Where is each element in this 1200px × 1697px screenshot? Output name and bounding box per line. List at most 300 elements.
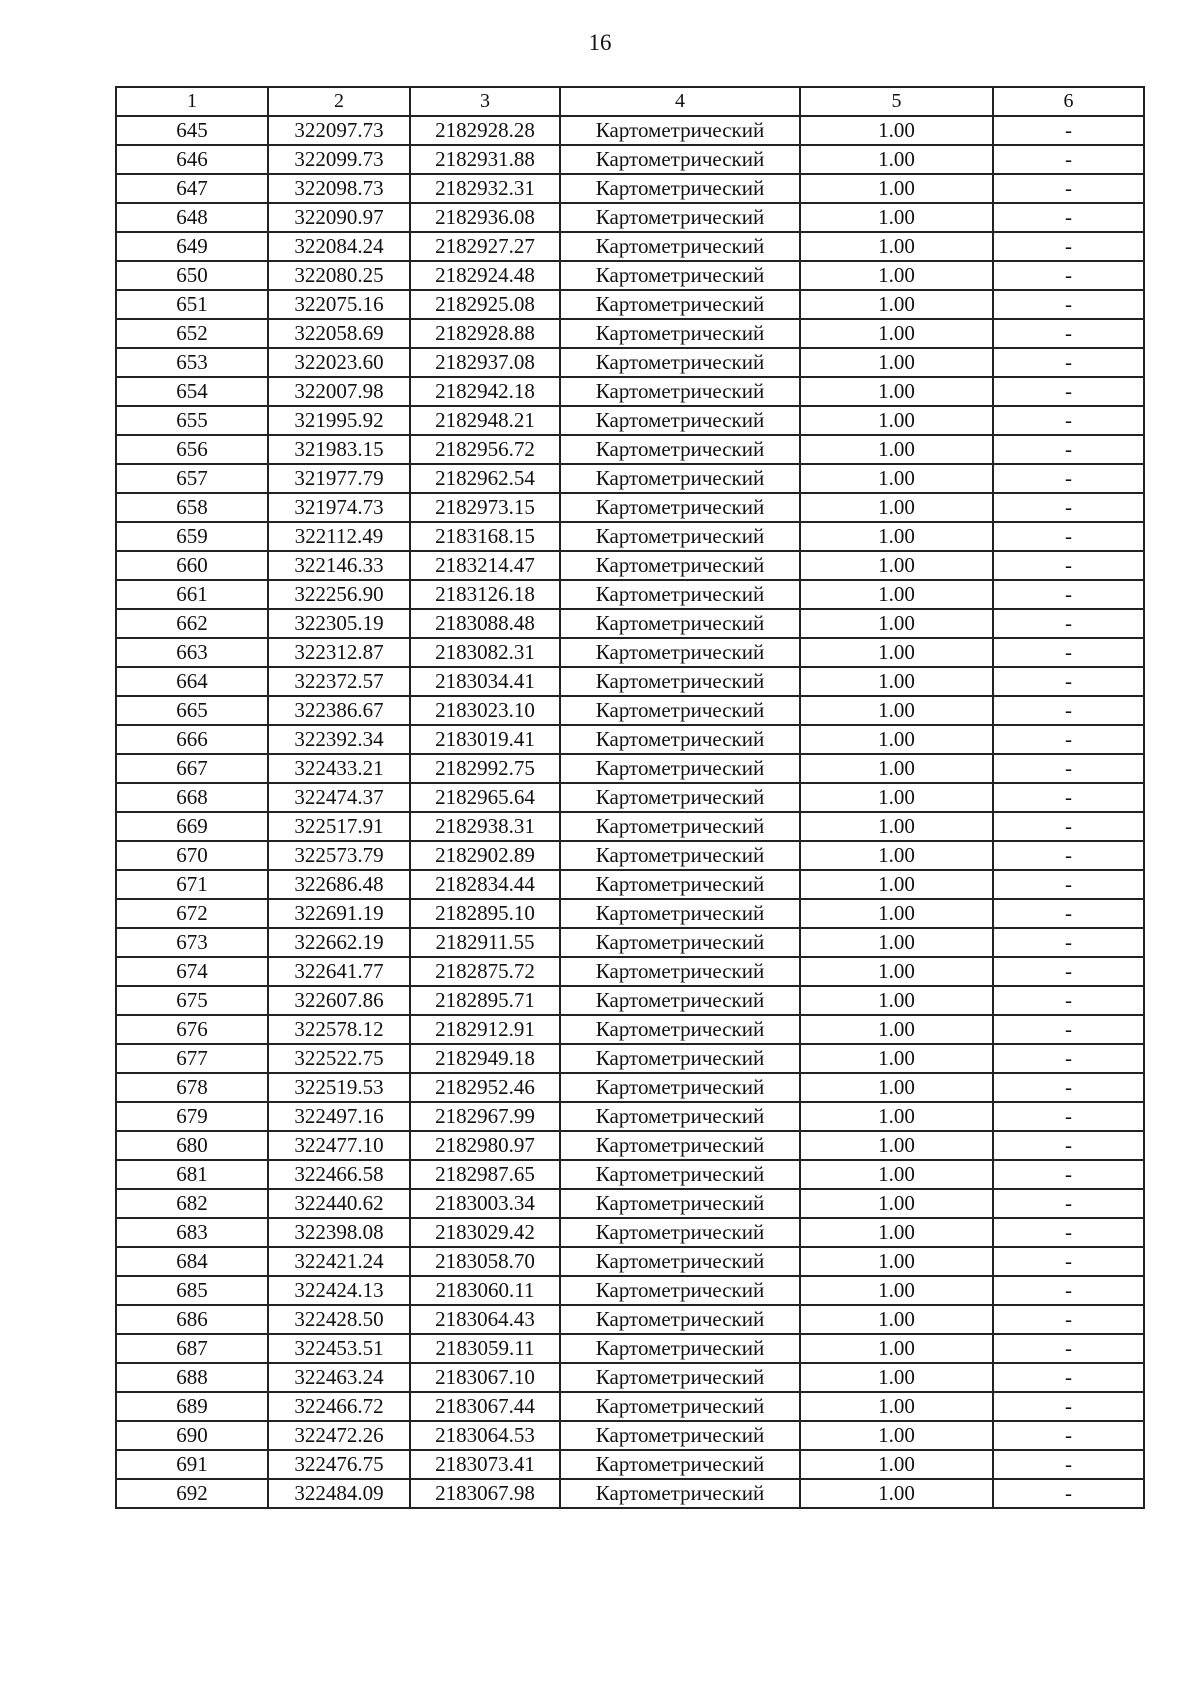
note-cell: - — [993, 1363, 1144, 1392]
method-cell: Картометрический — [560, 1392, 800, 1421]
y-coordinate-cell: 2183073.41 — [410, 1450, 560, 1479]
point-number-cell: 645 — [116, 116, 268, 145]
method-cell: Картометрический — [560, 754, 800, 783]
y-coordinate-cell: 2182937.08 — [410, 348, 560, 377]
note-cell: - — [993, 232, 1144, 261]
accuracy-cell: 1.00 — [800, 261, 993, 290]
x-coordinate-cell: 322433.21 — [268, 754, 410, 783]
coordinates-table — [115, 86, 1145, 1509]
note-cell: - — [993, 261, 1144, 290]
accuracy-cell: 1.00 — [800, 928, 993, 957]
accuracy-cell: 1.00 — [800, 1218, 993, 1247]
point-number-cell: 663 — [116, 638, 268, 667]
note-cell: - — [993, 1189, 1144, 1218]
note-cell: - — [993, 290, 1144, 319]
x-coordinate-cell: 322573.79 — [268, 841, 410, 870]
y-coordinate-cell: 2182938.31 — [410, 812, 560, 841]
table-row — [116, 1276, 1144, 1305]
table-row — [116, 1479, 1144, 1508]
table-row — [116, 725, 1144, 754]
y-coordinate-cell: 2183126.18 — [410, 580, 560, 609]
method-cell: Картометрический — [560, 1276, 800, 1305]
y-coordinate-cell: 2183058.70 — [410, 1247, 560, 1276]
accuracy-cell: 1.00 — [800, 899, 993, 928]
x-coordinate-cell: 322519.53 — [268, 1073, 410, 1102]
point-number-cell: 660 — [116, 551, 268, 580]
method-cell: Картометрический — [560, 1102, 800, 1131]
y-coordinate-cell: 2182895.71 — [410, 986, 560, 1015]
table-row — [116, 290, 1144, 319]
x-coordinate-cell: 322474.37 — [268, 783, 410, 812]
point-number-cell: 648 — [116, 203, 268, 232]
point-number-cell: 662 — [116, 609, 268, 638]
y-coordinate-cell: 2182965.64 — [410, 783, 560, 812]
y-coordinate-cell: 2182992.75 — [410, 754, 560, 783]
table-row — [116, 1073, 1144, 1102]
y-coordinate-cell: 2182942.18 — [410, 377, 560, 406]
point-number-cell: 688 — [116, 1363, 268, 1392]
y-coordinate-cell: 2182973.15 — [410, 493, 560, 522]
x-coordinate-cell: 321977.79 — [268, 464, 410, 493]
note-cell: - — [993, 928, 1144, 957]
note-cell: - — [993, 1421, 1144, 1450]
table-row — [116, 754, 1144, 783]
column-header-4: 4 — [560, 87, 800, 116]
y-coordinate-cell: 2182925.08 — [410, 290, 560, 319]
method-cell: Картометрический — [560, 1421, 800, 1450]
point-number-cell: 668 — [116, 783, 268, 812]
method-cell: Картометрический — [560, 725, 800, 754]
table-row — [116, 1218, 1144, 1247]
x-coordinate-cell: 322312.87 — [268, 638, 410, 667]
x-coordinate-cell: 322075.16 — [268, 290, 410, 319]
table-row — [116, 116, 1144, 145]
point-number-cell: 664 — [116, 667, 268, 696]
x-coordinate-cell: 322386.67 — [268, 696, 410, 725]
note-cell: - — [993, 1160, 1144, 1189]
note-cell: - — [993, 319, 1144, 348]
point-number-cell: 689 — [116, 1392, 268, 1421]
point-number-cell: 677 — [116, 1044, 268, 1073]
note-cell: - — [993, 435, 1144, 464]
x-coordinate-cell: 322578.12 — [268, 1015, 410, 1044]
point-number-cell: 666 — [116, 725, 268, 754]
y-coordinate-cell: 2182931.88 — [410, 145, 560, 174]
y-coordinate-cell: 2182927.27 — [410, 232, 560, 261]
point-number-cell: 685 — [116, 1276, 268, 1305]
table-row — [116, 1305, 1144, 1334]
table-row — [116, 638, 1144, 667]
point-number-cell: 679 — [116, 1102, 268, 1131]
table-row — [116, 145, 1144, 174]
note-cell: - — [993, 174, 1144, 203]
table-row — [116, 319, 1144, 348]
note-cell: - — [993, 841, 1144, 870]
accuracy-cell: 1.00 — [800, 1450, 993, 1479]
note-cell: - — [993, 667, 1144, 696]
table-row — [116, 1334, 1144, 1363]
table-row — [116, 174, 1144, 203]
x-coordinate-cell: 322497.16 — [268, 1102, 410, 1131]
x-coordinate-cell: 322476.75 — [268, 1450, 410, 1479]
point-number-cell: 654 — [116, 377, 268, 406]
method-cell: Картометрический — [560, 203, 800, 232]
y-coordinate-cell: 2183088.48 — [410, 609, 560, 638]
table-row — [116, 841, 1144, 870]
method-cell: Картометрический — [560, 1334, 800, 1363]
point-number-cell: 669 — [116, 812, 268, 841]
y-coordinate-cell: 2183029.42 — [410, 1218, 560, 1247]
table-row — [116, 522, 1144, 551]
table-row — [116, 1247, 1144, 1276]
accuracy-cell: 1.00 — [800, 377, 993, 406]
table-row — [116, 232, 1144, 261]
x-coordinate-cell: 322058.69 — [268, 319, 410, 348]
method-cell: Картометрический — [560, 986, 800, 1015]
method-cell: Картометрический — [560, 1044, 800, 1073]
accuracy-cell: 1.00 — [800, 464, 993, 493]
note-cell: - — [993, 116, 1144, 145]
point-number-cell: 658 — [116, 493, 268, 522]
accuracy-cell: 1.00 — [800, 319, 993, 348]
column-header-3: 3 — [410, 87, 560, 116]
page-number: 16 — [588, 30, 612, 55]
table-row — [116, 406, 1144, 435]
x-coordinate-cell: 322477.10 — [268, 1131, 410, 1160]
accuracy-cell: 1.00 — [800, 1334, 993, 1363]
table-row — [116, 1189, 1144, 1218]
method-cell: Картометрический — [560, 493, 800, 522]
point-number-cell: 667 — [116, 754, 268, 783]
y-coordinate-cell: 2183064.53 — [410, 1421, 560, 1450]
accuracy-cell: 1.00 — [800, 754, 993, 783]
note-cell: - — [993, 899, 1144, 928]
point-number-cell: 687 — [116, 1334, 268, 1363]
note-cell: - — [993, 377, 1144, 406]
point-number-cell: 653 — [116, 348, 268, 377]
accuracy-cell: 1.00 — [800, 812, 993, 841]
note-cell: - — [993, 870, 1144, 899]
x-coordinate-cell: 322691.19 — [268, 899, 410, 928]
accuracy-cell: 1.00 — [800, 406, 993, 435]
table-row — [116, 928, 1144, 957]
method-cell: Картометрический — [560, 435, 800, 464]
method-cell: Картометрический — [560, 783, 800, 812]
accuracy-cell: 1.00 — [800, 522, 993, 551]
point-number-cell: 680 — [116, 1131, 268, 1160]
note-cell: - — [993, 1044, 1144, 1073]
method-cell: Картометрический — [560, 145, 800, 174]
table-row — [116, 986, 1144, 1015]
method-cell: Картометрический — [560, 1131, 800, 1160]
point-number-cell: 650 — [116, 261, 268, 290]
table-row — [116, 1044, 1144, 1073]
point-number-cell: 681 — [116, 1160, 268, 1189]
method-cell: Картометрический — [560, 261, 800, 290]
method-cell: Картометрический — [560, 1015, 800, 1044]
table-row — [116, 435, 1144, 464]
x-coordinate-cell: 322472.26 — [268, 1421, 410, 1450]
note-cell: - — [993, 957, 1144, 986]
accuracy-cell: 1.00 — [800, 1189, 993, 1218]
x-coordinate-cell: 322098.73 — [268, 174, 410, 203]
point-number-cell: 691 — [116, 1450, 268, 1479]
table-row — [116, 1160, 1144, 1189]
note-cell: - — [993, 580, 1144, 609]
x-coordinate-cell: 322146.33 — [268, 551, 410, 580]
y-coordinate-cell: 2182895.10 — [410, 899, 560, 928]
method-cell: Картометрический — [560, 812, 800, 841]
table-row — [116, 1363, 1144, 1392]
method-cell: Картометрический — [560, 377, 800, 406]
accuracy-cell: 1.00 — [800, 1421, 993, 1450]
y-coordinate-cell: 2182962.54 — [410, 464, 560, 493]
x-coordinate-cell: 322466.72 — [268, 1392, 410, 1421]
accuracy-cell: 1.00 — [800, 667, 993, 696]
point-number-cell: 682 — [116, 1189, 268, 1218]
y-coordinate-cell: 2182949.18 — [410, 1044, 560, 1073]
note-cell: - — [993, 1102, 1144, 1131]
note-cell: - — [993, 203, 1144, 232]
x-coordinate-cell: 321983.15 — [268, 435, 410, 464]
table-row — [116, 261, 1144, 290]
x-coordinate-cell: 322099.73 — [268, 145, 410, 174]
x-coordinate-cell: 322686.48 — [268, 870, 410, 899]
x-coordinate-cell: 322305.19 — [268, 609, 410, 638]
accuracy-cell: 1.00 — [800, 1479, 993, 1508]
method-cell: Картометрический — [560, 1305, 800, 1334]
y-coordinate-cell: 2182928.88 — [410, 319, 560, 348]
x-coordinate-cell: 322463.24 — [268, 1363, 410, 1392]
accuracy-cell: 1.00 — [800, 1305, 993, 1334]
method-cell: Картометрический — [560, 290, 800, 319]
accuracy-cell: 1.00 — [800, 1276, 993, 1305]
y-coordinate-cell: 2182932.31 — [410, 174, 560, 203]
note-cell: - — [993, 1015, 1144, 1044]
y-coordinate-cell: 2183003.34 — [410, 1189, 560, 1218]
table-row — [116, 377, 1144, 406]
point-number-cell: 649 — [116, 232, 268, 261]
x-coordinate-cell: 322398.08 — [268, 1218, 410, 1247]
y-coordinate-cell: 2182956.72 — [410, 435, 560, 464]
table-row — [116, 609, 1144, 638]
x-coordinate-cell: 322023.60 — [268, 348, 410, 377]
note-cell: - — [993, 493, 1144, 522]
x-coordinate-cell: 322424.13 — [268, 1276, 410, 1305]
table-row — [116, 1131, 1144, 1160]
point-number-cell: 684 — [116, 1247, 268, 1276]
method-cell: Картометрический — [560, 1160, 800, 1189]
accuracy-cell: 1.00 — [800, 145, 993, 174]
note-cell: - — [993, 1131, 1144, 1160]
y-coordinate-cell: 2183067.10 — [410, 1363, 560, 1392]
column-header-6: 6 — [993, 87, 1144, 116]
table-row — [116, 1421, 1144, 1450]
note-cell: - — [993, 1450, 1144, 1479]
x-coordinate-cell: 322466.58 — [268, 1160, 410, 1189]
accuracy-cell: 1.00 — [800, 435, 993, 464]
x-coordinate-cell: 322607.86 — [268, 986, 410, 1015]
table-row — [116, 899, 1144, 928]
note-cell: - — [993, 725, 1144, 754]
method-cell: Картометрический — [560, 1450, 800, 1479]
table-row — [116, 464, 1144, 493]
x-coordinate-cell: 322453.51 — [268, 1334, 410, 1363]
method-cell: Картометрический — [560, 348, 800, 377]
note-cell: - — [993, 464, 1144, 493]
table-row — [116, 1102, 1144, 1131]
note-cell: - — [993, 551, 1144, 580]
note-cell: - — [993, 348, 1144, 377]
point-number-cell: 652 — [116, 319, 268, 348]
point-number-cell: 673 — [116, 928, 268, 957]
table-row — [116, 957, 1144, 986]
accuracy-cell: 1.00 — [800, 1160, 993, 1189]
point-number-cell: 672 — [116, 899, 268, 928]
table-body — [116, 116, 1144, 1508]
accuracy-cell: 1.00 — [800, 1015, 993, 1044]
note-cell: - — [993, 1479, 1144, 1508]
accuracy-cell: 1.00 — [800, 1131, 993, 1160]
note-cell: - — [993, 696, 1144, 725]
x-coordinate-cell: 322084.24 — [268, 232, 410, 261]
accuracy-cell: 1.00 — [800, 638, 993, 667]
point-number-cell: 657 — [116, 464, 268, 493]
note-cell: - — [993, 145, 1144, 174]
point-number-cell: 671 — [116, 870, 268, 899]
note-cell: - — [993, 406, 1144, 435]
method-cell: Картометрический — [560, 232, 800, 261]
accuracy-cell: 1.00 — [800, 783, 993, 812]
method-cell: Картометрический — [560, 1247, 800, 1276]
table-row — [116, 696, 1144, 725]
point-number-cell: 656 — [116, 435, 268, 464]
x-coordinate-cell: 322517.91 — [268, 812, 410, 841]
point-number-cell: 692 — [116, 1479, 268, 1508]
y-coordinate-cell: 2182902.89 — [410, 841, 560, 870]
y-coordinate-cell: 2183067.98 — [410, 1479, 560, 1508]
y-coordinate-cell: 2182912.91 — [410, 1015, 560, 1044]
accuracy-cell: 1.00 — [800, 1073, 993, 1102]
accuracy-cell: 1.00 — [800, 1247, 993, 1276]
note-cell: - — [993, 986, 1144, 1015]
method-cell: Картометрический — [560, 1218, 800, 1247]
method-cell: Картометрический — [560, 1363, 800, 1392]
accuracy-cell: 1.00 — [800, 493, 993, 522]
x-coordinate-cell: 322421.24 — [268, 1247, 410, 1276]
method-cell: Картометрический — [560, 319, 800, 348]
point-number-cell: 655 — [116, 406, 268, 435]
y-coordinate-cell: 2182987.65 — [410, 1160, 560, 1189]
y-coordinate-cell: 2183067.44 — [410, 1392, 560, 1421]
y-coordinate-cell: 2183019.41 — [410, 725, 560, 754]
y-coordinate-cell: 2183168.15 — [410, 522, 560, 551]
accuracy-cell: 1.00 — [800, 725, 993, 754]
x-coordinate-cell: 322522.75 — [268, 1044, 410, 1073]
note-cell: - — [993, 754, 1144, 783]
method-cell: Картометрический — [560, 957, 800, 986]
point-number-cell: 659 — [116, 522, 268, 551]
y-coordinate-cell: 2182967.99 — [410, 1102, 560, 1131]
method-cell: Картометрический — [560, 609, 800, 638]
y-coordinate-cell: 2182834.44 — [410, 870, 560, 899]
method-cell: Картометрический — [560, 464, 800, 493]
method-cell: Картометрический — [560, 522, 800, 551]
table-row — [116, 870, 1144, 899]
point-number-cell: 683 — [116, 1218, 268, 1247]
note-cell: - — [993, 522, 1144, 551]
method-cell: Картометрический — [560, 1189, 800, 1218]
y-coordinate-cell: 2183082.31 — [410, 638, 560, 667]
table-row — [116, 812, 1144, 841]
x-coordinate-cell: 322090.97 — [268, 203, 410, 232]
y-coordinate-cell: 2182980.97 — [410, 1131, 560, 1160]
y-coordinate-cell: 2183023.10 — [410, 696, 560, 725]
note-cell: - — [993, 1276, 1144, 1305]
method-cell: Картометрический — [560, 899, 800, 928]
accuracy-cell: 1.00 — [800, 1044, 993, 1073]
x-coordinate-cell: 322372.57 — [268, 667, 410, 696]
point-number-cell: 670 — [116, 841, 268, 870]
accuracy-cell: 1.00 — [800, 580, 993, 609]
x-coordinate-cell: 322428.50 — [268, 1305, 410, 1334]
y-coordinate-cell: 2182911.55 — [410, 928, 560, 957]
column-header-2: 2 — [268, 87, 410, 116]
accuracy-cell: 1.00 — [800, 551, 993, 580]
accuracy-cell: 1.00 — [800, 1392, 993, 1421]
table-row — [116, 1392, 1144, 1421]
accuracy-cell: 1.00 — [800, 348, 993, 377]
accuracy-cell: 1.00 — [800, 232, 993, 261]
method-cell: Картометрический — [560, 1479, 800, 1508]
method-cell: Картометрический — [560, 667, 800, 696]
method-cell: Картометрический — [560, 841, 800, 870]
accuracy-cell: 1.00 — [800, 290, 993, 319]
table-row — [116, 1015, 1144, 1044]
method-cell: Картометрический — [560, 174, 800, 203]
accuracy-cell: 1.00 — [800, 986, 993, 1015]
y-coordinate-cell: 2182928.28 — [410, 116, 560, 145]
accuracy-cell: 1.00 — [800, 174, 993, 203]
x-coordinate-cell: 321974.73 — [268, 493, 410, 522]
table-row — [116, 203, 1144, 232]
point-number-cell: 646 — [116, 145, 268, 174]
column-header-5: 5 — [800, 87, 993, 116]
table-row — [116, 493, 1144, 522]
accuracy-cell: 1.00 — [800, 203, 993, 232]
method-cell: Картометрический — [560, 870, 800, 899]
note-cell: - — [993, 609, 1144, 638]
table-row — [116, 1450, 1144, 1479]
accuracy-cell: 1.00 — [800, 609, 993, 638]
method-cell: Картометрический — [560, 116, 800, 145]
y-coordinate-cell: 2182875.72 — [410, 957, 560, 986]
point-number-cell: 647 — [116, 174, 268, 203]
table-row — [116, 667, 1144, 696]
column-header-1: 1 — [116, 87, 268, 116]
point-number-cell: 678 — [116, 1073, 268, 1102]
x-coordinate-cell: 321995.92 — [268, 406, 410, 435]
method-cell: Картометрический — [560, 1073, 800, 1102]
point-number-cell: 675 — [116, 986, 268, 1015]
table-header-row — [116, 87, 1144, 116]
y-coordinate-cell: 2183214.47 — [410, 551, 560, 580]
accuracy-cell: 1.00 — [800, 957, 993, 986]
point-number-cell: 674 — [116, 957, 268, 986]
note-cell: - — [993, 638, 1144, 667]
accuracy-cell: 1.00 — [800, 841, 993, 870]
x-coordinate-cell: 322484.09 — [268, 1479, 410, 1508]
